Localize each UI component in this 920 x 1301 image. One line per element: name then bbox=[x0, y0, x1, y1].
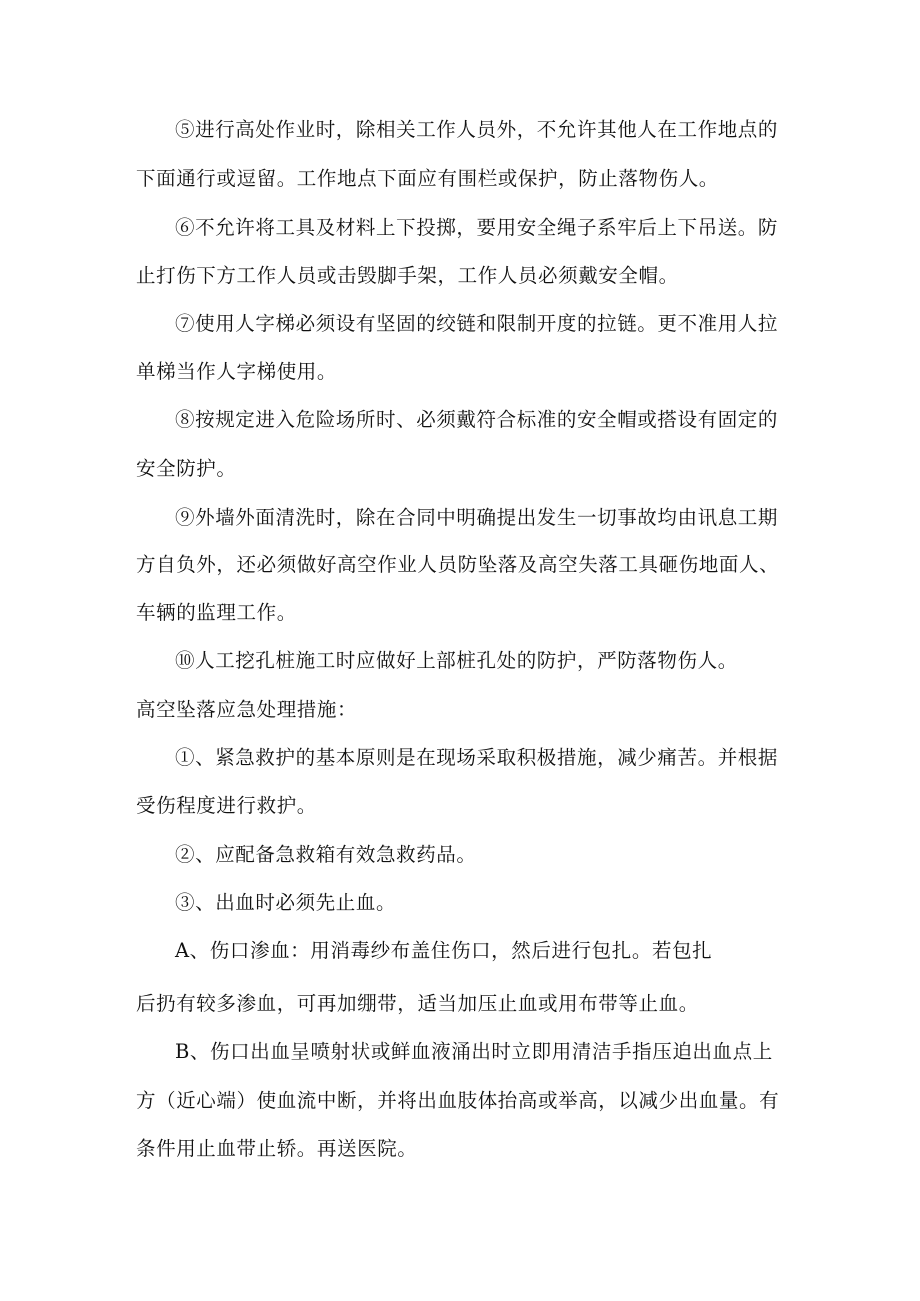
text-line: 方自负外，还必须做好高空作业人员防坠落及高空失落工具砸伤地面人、 bbox=[136, 553, 780, 576]
text-line: 后扔有较多渗血，可再加绷带，适当加压止血或用布带等止血。 bbox=[136, 992, 699, 1015]
text-line: ③、出血时必须先止血。 bbox=[175, 891, 397, 914]
text-line: A、伤口渗血：用消毒纱布盖住伤口，然后进行包扎。若包扎 bbox=[175, 939, 713, 962]
text-line: 安全防护。 bbox=[136, 457, 237, 480]
text-line: ⑦使用人字梯必须设有坚固的绞链和限制开度的拉链。更不准用人拉 bbox=[175, 312, 779, 335]
text-line: ⑧按规定进入危险场所时、必须戴符合标准的安全帽或搭设有固定的 bbox=[175, 408, 779, 431]
text-line: 车辆的监理工作。 bbox=[136, 601, 297, 624]
text-line: ⑨外墙外面清洗时，除在合同中明确提出发生一切事故均由讯息工期 bbox=[175, 506, 779, 529]
text-line: ⑩人工挖孔桩施工时应做好上部桩孔处的防护，严防落物伤人。 bbox=[175, 649, 738, 672]
text-line: ⑥不允许将工具及材料上下投掷，要用安全绳子系牢后上下吊送。防 bbox=[175, 216, 779, 239]
text-line: B、伤口出血呈喷射状或鲜血液涌出时立即用清洁手指压迫出血点上 bbox=[175, 1040, 773, 1063]
text-line: ①、紧急救护的基本原则是在现场采取积极措施，减少痛苦。并根据 bbox=[175, 746, 779, 769]
text-line: 下面通行或逗留。工作地点下面应有围栏或保护，防止落物伤人。 bbox=[136, 167, 719, 190]
text-line: 方（近心端）使血流中断，并将出血肢体抬高或举高，以减少出血量。有 bbox=[136, 1089, 780, 1112]
text-line: 条件用止血带止轿。再送医院。 bbox=[136, 1137, 418, 1160]
text-line: ②、应配备急救箱有效急救药品。 bbox=[175, 843, 477, 866]
text-line: 单梯当作人字梯使用。 bbox=[136, 360, 338, 383]
text-line: 受伤程度进行救护。 bbox=[136, 794, 317, 817]
section-heading: 高空坠落应急处理措施： bbox=[136, 698, 358, 721]
text-line: 止打伤下方工作人员或击毁脚手架，工作人员必须戴安全帽。 bbox=[136, 264, 679, 287]
text-line: ⑤进行高处作业时，除相关工作人员外，不允许其他人在工作地点的 bbox=[175, 118, 779, 141]
